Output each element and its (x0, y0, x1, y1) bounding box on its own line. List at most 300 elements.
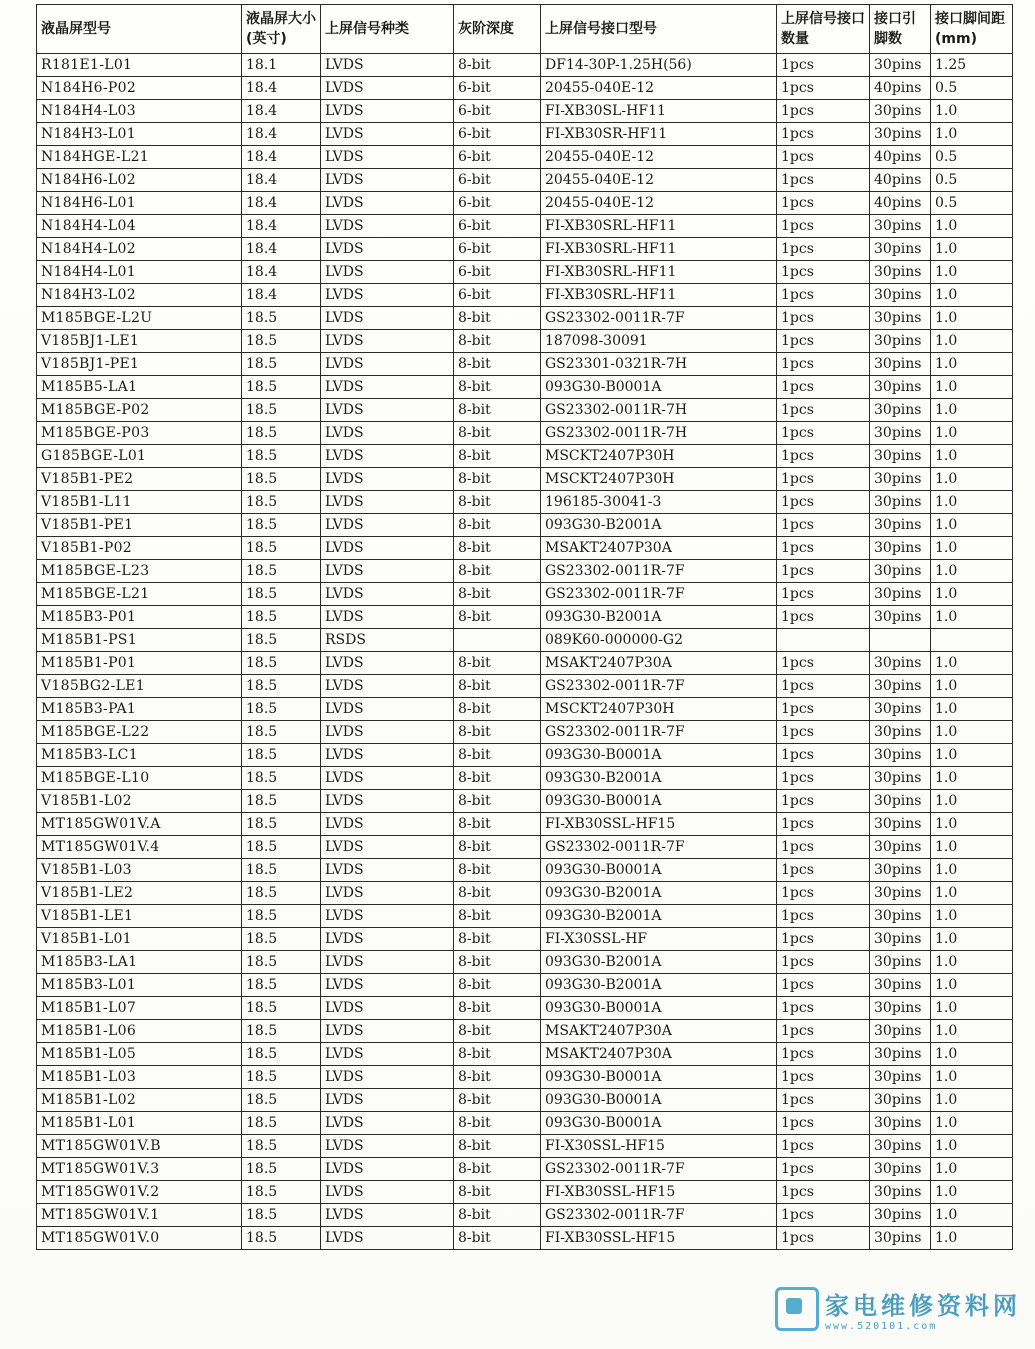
cell-model: V185BJ1-LE1 (37, 330, 242, 353)
cell-connector-count: 1pcs (777, 1181, 870, 1204)
cell-gray-depth: 8-bit (454, 928, 541, 951)
table-row (37, 606, 1013, 629)
cell-gray-depth: 8-bit (454, 1043, 541, 1066)
cell-connector-model: FI-XB30SRL-HF11 (541, 284, 777, 307)
cell-signal-type: LVDS (321, 238, 454, 261)
cell-size: 18.5 (242, 652, 321, 675)
cell-signal-type: LVDS (321, 1158, 454, 1181)
cell-signal-type: LVDS (321, 997, 454, 1020)
cell-pin-count: 30pins (870, 1112, 931, 1135)
cell-model: MT185GW01V.A (37, 813, 242, 836)
cell-pin-count: 30pins (870, 744, 931, 767)
cell-size: 18.5 (242, 514, 321, 537)
table-row (37, 376, 1013, 399)
cell-gray-depth: 6-bit (454, 77, 541, 100)
cell-connector-count: 1pcs (777, 859, 870, 882)
cell-size: 18.5 (242, 1112, 321, 1135)
cell-pin-pitch: 1.0 (931, 537, 1013, 560)
cell-model: M185B1-L06 (37, 1020, 242, 1043)
cell-signal-type: LVDS (321, 905, 454, 928)
cell-connector-model: 20455-040E-12 (541, 169, 777, 192)
cell-connector-count: 1pcs (777, 514, 870, 537)
cell-pin-pitch: 1.0 (931, 261, 1013, 284)
cell-pin-pitch: 1.0 (931, 560, 1013, 583)
cell-size: 18.4 (242, 123, 321, 146)
cell-gray-depth: 6-bit (454, 238, 541, 261)
cell-connector-model: GS23302-0011R-7H (541, 422, 777, 445)
cell-size: 18.4 (242, 215, 321, 238)
cell-signal-type: LVDS (321, 1020, 454, 1043)
cell-connector-count: 1pcs (777, 123, 870, 146)
cell-pin-count: 30pins (870, 54, 931, 77)
cell-pin-count: 30pins (870, 997, 931, 1020)
cell-connector-model: MSCKT2407P30H (541, 445, 777, 468)
cell-signal-type: LVDS (321, 698, 454, 721)
cell-size: 18.5 (242, 997, 321, 1020)
cell-signal-type: LVDS (321, 215, 454, 238)
cell-size: 18.5 (242, 399, 321, 422)
cell-signal-type: LVDS (321, 468, 454, 491)
cell-connector-count: 1pcs (777, 376, 870, 399)
cell-size: 18.5 (242, 376, 321, 399)
cell-pin-pitch: 1.0 (931, 1112, 1013, 1135)
table-row (37, 583, 1013, 606)
cell-connector-count: 1pcs (777, 399, 870, 422)
cell-pin-count: 30pins (870, 376, 931, 399)
cell-signal-type: LVDS (321, 376, 454, 399)
cell-signal-type: LVDS (321, 445, 454, 468)
table-row (37, 445, 1013, 468)
cell-pin-count: 30pins (870, 353, 931, 376)
cell-pin-count: 30pins (870, 284, 931, 307)
cell-signal-type: LVDS (321, 767, 454, 790)
table-row (37, 514, 1013, 537)
cell-connector-model: 093G30-B0001A (541, 1066, 777, 1089)
cell-signal-type: LVDS (321, 836, 454, 859)
cell-size: 18.5 (242, 859, 321, 882)
cell-pin-count: 30pins (870, 1135, 931, 1158)
cell-connector-model: 093G30-B2001A (541, 514, 777, 537)
cell-connector-model: 093G30-B2001A (541, 606, 777, 629)
cell-size: 18.5 (242, 1066, 321, 1089)
cell-size: 18.4 (242, 146, 321, 169)
cell-size: 18.5 (242, 928, 321, 951)
cell-connector-model: GS23302-0011R-7F (541, 836, 777, 859)
cell-signal-type: LVDS (321, 1181, 454, 1204)
cell-gray-depth: 8-bit (454, 307, 541, 330)
cell-model: N184HGE-L21 (37, 146, 242, 169)
cell-gray-depth: 8-bit (454, 399, 541, 422)
table-row (37, 422, 1013, 445)
cell-gray-depth: 6-bit (454, 215, 541, 238)
cell-gray-depth: 8-bit (454, 744, 541, 767)
cell-signal-type: LVDS (321, 77, 454, 100)
cell-connector-model: MSCKT2407P30H (541, 698, 777, 721)
table-row (37, 238, 1013, 261)
cell-gray-depth: 8-bit (454, 422, 541, 445)
cell-model: N184H3-L01 (37, 123, 242, 146)
cell-signal-type: LVDS (321, 974, 454, 997)
cell-pin-pitch: 1.0 (931, 284, 1013, 307)
cell-pin-pitch: 1.0 (931, 215, 1013, 238)
table-row (37, 468, 1013, 491)
cell-signal-type: LVDS (321, 330, 454, 353)
cell-pin-count: 30pins (870, 813, 931, 836)
cell-connector-count: 1pcs (777, 560, 870, 583)
cell-model: N184H6-L01 (37, 192, 242, 215)
cell-signal-type: LVDS (321, 951, 454, 974)
cell-signal-type: LVDS (321, 1089, 454, 1112)
cell-connector-count: 1pcs (777, 54, 870, 77)
cell-pin-pitch: 1.0 (931, 353, 1013, 376)
cell-gray-depth: 8-bit (454, 675, 541, 698)
table-row (37, 767, 1013, 790)
cell-size: 18.4 (242, 192, 321, 215)
cell-gray-depth: 8-bit (454, 468, 541, 491)
table-row (37, 307, 1013, 330)
cell-pin-count (870, 629, 931, 652)
cell-pin-count: 30pins (870, 123, 931, 146)
cell-connector-count: 1pcs (777, 491, 870, 514)
cell-connector-model: MSAKT2407P30A (541, 1043, 777, 1066)
cell-model: M185B1-L02 (37, 1089, 242, 1112)
cell-connector-model: FI-XB30SRL-HF11 (541, 261, 777, 284)
cell-connector-model: 093G30-B2001A (541, 951, 777, 974)
cell-size: 18.5 (242, 1020, 321, 1043)
cell-signal-type: LVDS (321, 1135, 454, 1158)
cell-signal-type: LVDS (321, 146, 454, 169)
cell-pin-pitch: 1.0 (931, 422, 1013, 445)
cell-signal-type: LVDS (321, 859, 454, 882)
cell-size: 18.5 (242, 537, 321, 560)
cell-pin-count: 30pins (870, 606, 931, 629)
cell-signal-type: LVDS (321, 353, 454, 376)
cell-pin-pitch: 1.0 (931, 790, 1013, 813)
cell-connector-count: 1pcs (777, 261, 870, 284)
cell-connector-model: FI-XB30SR-HF11 (541, 123, 777, 146)
cell-pin-pitch: 1.0 (931, 813, 1013, 836)
cell-pin-pitch: 1.0 (931, 882, 1013, 905)
cell-gray-depth: 8-bit (454, 951, 541, 974)
cell-connector-model: 196185-30041-3 (541, 491, 777, 514)
cell-gray-depth: 8-bit (454, 1020, 541, 1043)
cell-gray-depth: 6-bit (454, 284, 541, 307)
table-row (37, 928, 1013, 951)
cell-model: M185BGE-L10 (37, 767, 242, 790)
cell-gray-depth: 8-bit (454, 859, 541, 882)
table-row (37, 882, 1013, 905)
cell-size: 18.5 (242, 721, 321, 744)
cell-gray-depth: 6-bit (454, 261, 541, 284)
cell-size: 18.5 (242, 629, 321, 652)
cell-connector-model: FI-XB30SRL-HF11 (541, 215, 777, 238)
cell-model: V185B1-LE1 (37, 905, 242, 928)
cell-model: MT185GW01V.3 (37, 1158, 242, 1181)
cell-size: 18.5 (242, 491, 321, 514)
cell-connector-model: GS23302-0011R-7F (541, 721, 777, 744)
cell-pin-pitch: 1.0 (931, 675, 1013, 698)
cell-pin-pitch: 1.0 (931, 767, 1013, 790)
cell-pin-count: 30pins (870, 928, 931, 951)
cell-signal-type: LVDS (321, 1066, 454, 1089)
header-model: 液晶屏型号 (37, 5, 242, 54)
cell-pin-count: 30pins (870, 721, 931, 744)
table-row (37, 261, 1013, 284)
cell-size: 18.5 (242, 445, 321, 468)
cell-connector-model: 093G30-B0001A (541, 997, 777, 1020)
cell-pin-pitch: 1.0 (931, 652, 1013, 675)
cell-connector-model: MSCKT2407P30H (541, 468, 777, 491)
cell-signal-type: LVDS (321, 790, 454, 813)
table-row (37, 537, 1013, 560)
cell-model: MT185GW01V.4 (37, 836, 242, 859)
cell-connector-count: 1pcs (777, 882, 870, 905)
cell-model: M185B1-L01 (37, 1112, 242, 1135)
cell-pin-count: 30pins (870, 445, 931, 468)
cell-connector-model: GS23302-0011R-7F (541, 675, 777, 698)
cell-signal-type: LVDS (321, 1112, 454, 1135)
cell-connector-model: GS23301-0321R-7H (541, 353, 777, 376)
cell-gray-depth: 8-bit (454, 1112, 541, 1135)
cell-pin-count: 30pins (870, 1227, 931, 1250)
cell-pin-pitch (931, 629, 1013, 652)
cell-size: 18.5 (242, 1181, 321, 1204)
cell-size: 18.5 (242, 1089, 321, 1112)
cell-size: 18.5 (242, 767, 321, 790)
header-gray-depth: 灰阶深度 (454, 5, 541, 54)
logo-url: www.520101.com (825, 1321, 938, 1332)
header-connector-count: 上屏信号接口数量 (777, 5, 870, 54)
cell-pin-pitch: 1.0 (931, 399, 1013, 422)
cell-pin-count: 30pins (870, 215, 931, 238)
cell-size: 18.5 (242, 951, 321, 974)
cell-connector-count: 1pcs (777, 215, 870, 238)
cell-pin-pitch: 1.0 (931, 859, 1013, 882)
cell-connector-model: 093G30-B0001A (541, 859, 777, 882)
cell-connector-model: 093G30-B0001A (541, 790, 777, 813)
cell-model: M185BGE-P02 (37, 399, 242, 422)
cell-connector-count: 1pcs (777, 652, 870, 675)
cell-pin-pitch: 1.0 (931, 468, 1013, 491)
cell-pin-count: 30pins (870, 974, 931, 997)
cell-connector-model: 093G30-B0001A (541, 1089, 777, 1112)
cell-connector-count: 1pcs (777, 169, 870, 192)
cell-size: 18.4 (242, 238, 321, 261)
cell-signal-type: LVDS (321, 307, 454, 330)
cell-size: 18.4 (242, 169, 321, 192)
table-row (37, 1135, 1013, 1158)
cell-connector-model: 187098-30091 (541, 330, 777, 353)
cell-signal-type: LVDS (321, 583, 454, 606)
cell-gray-depth: 8-bit (454, 652, 541, 675)
table-row (37, 744, 1013, 767)
cell-signal-type: RSDS (321, 629, 454, 652)
cell-connector-model: 093G30-B2001A (541, 767, 777, 790)
cell-connector-count: 1pcs (777, 997, 870, 1020)
cell-size: 18.5 (242, 606, 321, 629)
cell-signal-type: LVDS (321, 422, 454, 445)
cell-model: N184H4-L04 (37, 215, 242, 238)
cell-pin-pitch: 1.0 (931, 721, 1013, 744)
table-row (37, 813, 1013, 836)
table-row (37, 1204, 1013, 1227)
cell-model: M185B3-P01 (37, 606, 242, 629)
table-row (37, 353, 1013, 376)
cell-pin-count: 30pins (870, 836, 931, 859)
table-row (37, 629, 1013, 652)
cell-gray-depth: 8-bit (454, 445, 541, 468)
cell-model: G185BGE-L01 (37, 445, 242, 468)
cell-connector-model: FI-X30SSL-HF (541, 928, 777, 951)
cell-gray-depth: 8-bit (454, 537, 541, 560)
cell-connector-count: 1pcs (777, 606, 870, 629)
cell-model: N184H4-L01 (37, 261, 242, 284)
cell-model: M185B1-PS1 (37, 629, 242, 652)
cell-pin-count: 30pins (870, 514, 931, 537)
cell-pin-count: 40pins (870, 192, 931, 215)
cell-size: 18.5 (242, 307, 321, 330)
cell-pin-pitch: 1.0 (931, 1204, 1013, 1227)
cell-pin-count: 30pins (870, 399, 931, 422)
table-row (37, 1066, 1013, 1089)
cell-connector-count: 1pcs (777, 836, 870, 859)
cell-connector-model: 20455-040E-12 (541, 77, 777, 100)
cell-pin-pitch: 1.0 (931, 123, 1013, 146)
cell-model: MT185GW01V.B (37, 1135, 242, 1158)
cell-pin-pitch: 0.5 (931, 169, 1013, 192)
cell-size: 18.5 (242, 560, 321, 583)
cell-model: N184H3-L02 (37, 284, 242, 307)
logo-name: 家电维修资料网 (825, 1292, 1021, 1320)
cell-size: 18.5 (242, 836, 321, 859)
cell-size: 18.5 (242, 1204, 321, 1227)
cell-gray-depth: 8-bit (454, 514, 541, 537)
cell-gray-depth (454, 629, 541, 652)
header-connector-model: 上屏信号接口型号 (541, 5, 777, 54)
cell-connector-count: 1pcs (777, 974, 870, 997)
cell-connector-count: 1pcs (777, 537, 870, 560)
cell-gray-depth: 6-bit (454, 192, 541, 215)
cell-pin-pitch: 1.0 (931, 744, 1013, 767)
cell-size: 18.5 (242, 882, 321, 905)
cell-gray-depth: 8-bit (454, 353, 541, 376)
cell-connector-model: GS23302-0011R-7F (541, 1158, 777, 1181)
cell-connector-count: 1pcs (777, 1089, 870, 1112)
cell-connector-model: FI-XB30SL-HF11 (541, 100, 777, 123)
cell-signal-type: LVDS (321, 1204, 454, 1227)
cell-connector-model: 089K60-000000-G2 (541, 629, 777, 652)
table-row (37, 1043, 1013, 1066)
cell-connector-model: FI-XB30SSL-HF15 (541, 1181, 777, 1204)
cell-gray-depth: 8-bit (454, 997, 541, 1020)
cell-size: 18.5 (242, 675, 321, 698)
cell-size: 18.5 (242, 1135, 321, 1158)
cell-connector-model: GS23302-0011R-7F (541, 583, 777, 606)
cell-pin-count: 40pins (870, 169, 931, 192)
cell-connector-model: 093G30-B2001A (541, 882, 777, 905)
header-pin-count: 接口引脚数 (870, 5, 931, 54)
cell-pin-count: 30pins (870, 882, 931, 905)
table-row (37, 560, 1013, 583)
cell-connector-count: 1pcs (777, 951, 870, 974)
cell-model: M185BGE-L23 (37, 560, 242, 583)
cell-connector-count: 1pcs (777, 905, 870, 928)
cell-size: 18.5 (242, 353, 321, 376)
cell-connector-count: 1pcs (777, 675, 870, 698)
cell-model: MT185GW01V.0 (37, 1227, 242, 1250)
table-row (37, 77, 1013, 100)
cell-model: M185B1-L03 (37, 1066, 242, 1089)
cell-signal-type: LVDS (321, 813, 454, 836)
table-row (37, 284, 1013, 307)
cell-gray-depth: 8-bit (454, 1158, 541, 1181)
cell-pin-pitch: 1.0 (931, 376, 1013, 399)
cell-gray-depth: 8-bit (454, 583, 541, 606)
cell-model: M185B3-PA1 (37, 698, 242, 721)
cell-model: N184H4-L02 (37, 238, 242, 261)
cell-pin-pitch: 1.0 (931, 1043, 1013, 1066)
table-row (37, 215, 1013, 238)
cell-size: 18.1 (242, 54, 321, 77)
cell-connector-count: 1pcs (777, 1066, 870, 1089)
cell-size: 18.4 (242, 100, 321, 123)
cell-gray-depth: 6-bit (454, 169, 541, 192)
cell-connector-model: FI-XB30SSL-HF15 (541, 813, 777, 836)
cell-pin-count: 30pins (870, 238, 931, 261)
cell-connector-count: 1pcs (777, 1020, 870, 1043)
table-row (37, 652, 1013, 675)
cell-connector-model: GS23302-0011R-7F (541, 1204, 777, 1227)
cell-size: 18.5 (242, 1227, 321, 1250)
cell-connector-count: 1pcs (777, 721, 870, 744)
cell-model: M185B1-L05 (37, 1043, 242, 1066)
cell-pin-count: 30pins (870, 560, 931, 583)
cell-pin-count: 40pins (870, 146, 931, 169)
cell-signal-type: LVDS (321, 169, 454, 192)
cell-gray-depth: 8-bit (454, 1181, 541, 1204)
table-row (37, 54, 1013, 77)
cell-model: M185B3-LC1 (37, 744, 242, 767)
cell-model: V185B1-P02 (37, 537, 242, 560)
cell-connector-count: 1pcs (777, 1043, 870, 1066)
cell-signal-type: LVDS (321, 261, 454, 284)
table-row (37, 698, 1013, 721)
table-row (37, 100, 1013, 123)
cell-model: M185BGE-L2U (37, 307, 242, 330)
table-row (37, 169, 1013, 192)
cell-signal-type: LVDS (321, 744, 454, 767)
cell-model: N184H6-P02 (37, 77, 242, 100)
cell-model: V185B1-L01 (37, 928, 242, 951)
table-row (37, 951, 1013, 974)
cell-pin-pitch: 1.0 (931, 951, 1013, 974)
cell-pin-count: 30pins (870, 1043, 931, 1066)
table-row (37, 1181, 1013, 1204)
cell-connector-count: 1pcs (777, 192, 870, 215)
cell-gray-depth: 6-bit (454, 100, 541, 123)
cell-model: R181E1-L01 (37, 54, 242, 77)
cell-pin-count: 30pins (870, 537, 931, 560)
cell-pin-pitch: 1.0 (931, 1020, 1013, 1043)
cell-model: MT185GW01V.1 (37, 1204, 242, 1227)
cell-connector-count: 1pcs (777, 1112, 870, 1135)
cell-connector-count: 1pcs (777, 813, 870, 836)
cell-signal-type: LVDS (321, 1227, 454, 1250)
cell-pin-pitch: 1.0 (931, 836, 1013, 859)
cell-pin-count: 30pins (870, 261, 931, 284)
cell-model: MT185GW01V.2 (37, 1181, 242, 1204)
table-row (37, 399, 1013, 422)
